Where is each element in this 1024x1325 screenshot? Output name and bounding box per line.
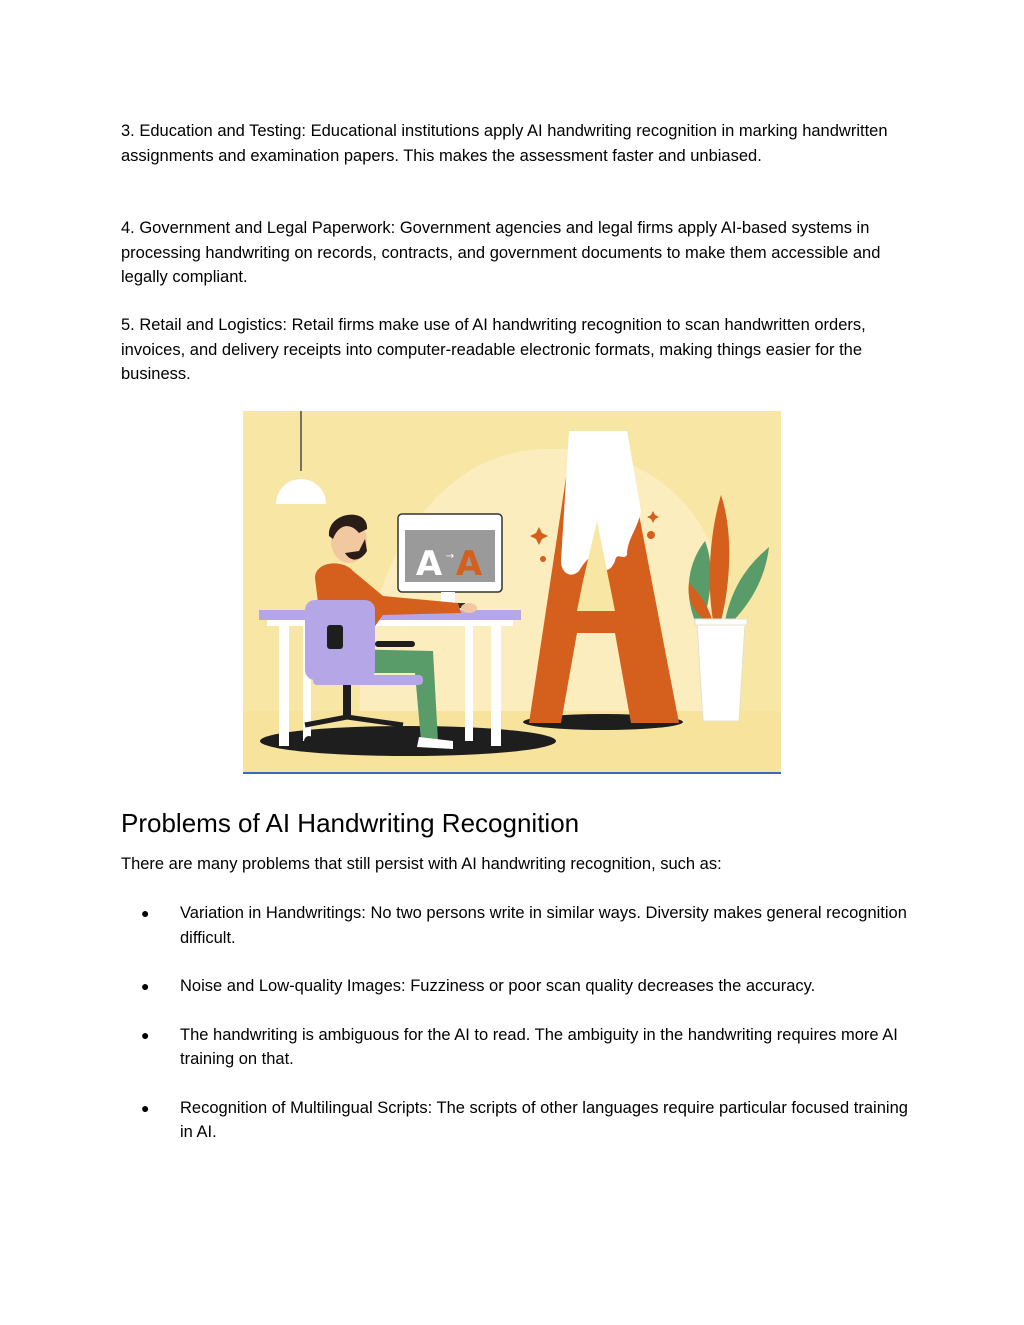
section-intro: There are many problems that still persist with AI handwriting recognition, such as:	[121, 855, 722, 873]
paragraph-education-testing: 3. Education and Testing: Educational institutions apply AI handwriting recognition in marking handwritten assignments and examination papers. This makes the assessment faster and unbiased.	[121, 122, 888, 165]
handwriting-recognition-illustration	[243, 411, 781, 775]
list-item	[121, 901, 921, 950]
list-item-text: Variation in Handwritings: No two persons write in similar ways. Diversity makes general recognition difficult.	[180, 904, 907, 947]
list-item	[121, 974, 921, 999]
paragraph-retail-logistics: 5. Retail and Logistics: Retail firms make use of AI handwriting recognition to scan handwritten orders, invoices, and delivery receipts into computer-readable electronic formats, making things easier for the business.	[121, 316, 866, 383]
bullet-icon: ●	[141, 978, 150, 994]
bullet-icon: ●	[141, 1026, 150, 1043]
list-item	[121, 1096, 921, 1145]
bullet-icon: ●	[141, 1099, 150, 1116]
svg-text:→: →	[445, 551, 455, 562]
list-item-text: The handwriting is ambiguous for the AI to read. The ambiguity in the handwriting requires more AI training on that.	[180, 1025, 898, 1068]
section-heading: Problems of AI Handwriting Recognition	[121, 808, 580, 838]
figure-bottom-rule	[243, 772, 781, 774]
list-item-text: Noise and Low-quality Images: Fuzziness or poor scan quality decreases the accuracy.	[180, 977, 816, 995]
svg-text:A: A	[455, 544, 483, 584]
paragraph-government-legal: 4. Government and Legal Paperwork: Government agencies and legal firms apply AI-based systems in processing handwriting on records, contracts, and government documents to make them accessible and legally compliant.	[121, 219, 881, 286]
bullet-icon: ●	[141, 905, 150, 921]
list-item	[121, 1023, 921, 1072]
list-item-text: Recognition of Multilingual Scripts: The scripts of other languages require particular focused training in AI.	[180, 1098, 908, 1141]
svg-text:A: A	[415, 544, 443, 584]
problems-list	[121, 901, 921, 1145]
